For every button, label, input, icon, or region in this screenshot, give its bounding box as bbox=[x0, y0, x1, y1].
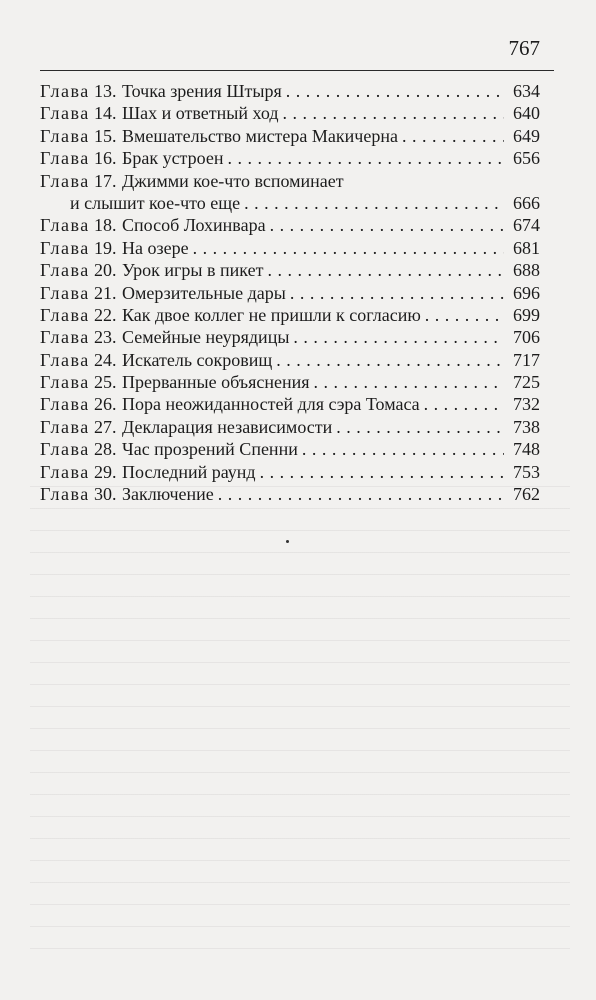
dot-leader bbox=[260, 461, 504, 483]
chapter-title: Последний раунд bbox=[122, 461, 256, 482]
dot-leader bbox=[228, 147, 505, 169]
chapter-word: Глава bbox=[40, 125, 90, 146]
chapter-number: 25. bbox=[94, 372, 117, 393]
chapter-word: Глава bbox=[40, 237, 90, 258]
chapter-title: Шах и ответный ход bbox=[122, 103, 279, 124]
chapter-number: 29. bbox=[94, 461, 117, 482]
dot-leader bbox=[218, 483, 504, 505]
chapter-number: 24. bbox=[94, 349, 117, 370]
chapter-page: 762 bbox=[513, 484, 540, 505]
chapter-word: Глава bbox=[40, 81, 90, 101]
toc-entry[interactable] bbox=[40, 326, 540, 348]
chapter-page: 699 bbox=[513, 304, 540, 325]
dot-leader bbox=[402, 125, 504, 147]
chapter-page: 748 bbox=[513, 439, 540, 460]
show-through-bleed bbox=[30, 470, 570, 950]
stray-dot bbox=[286, 540, 289, 543]
chapter-title: Способ Лохинвара bbox=[122, 215, 266, 236]
chapter-word: Глава bbox=[40, 349, 90, 370]
dot-leader bbox=[336, 416, 504, 438]
chapter-word: Глава bbox=[40, 260, 90, 281]
chapter-title: Прерванные объяснения bbox=[122, 372, 310, 393]
chapter-number: 16. bbox=[94, 148, 117, 169]
chapter-number: 28. bbox=[94, 439, 117, 460]
chapter-title: Брак устроен bbox=[122, 148, 224, 169]
chapter-word: Глава bbox=[40, 484, 90, 505]
chapter-number: 14. bbox=[94, 103, 117, 124]
chapter-word: Глава bbox=[40, 372, 90, 393]
chapter-page: 666 bbox=[513, 192, 540, 213]
chapter-title: Вмешательство мистера Макичерна bbox=[122, 125, 398, 146]
chapter-number: 23. bbox=[94, 327, 117, 348]
chapter-word: Глава bbox=[40, 170, 90, 191]
chapter-page: 688 bbox=[513, 260, 540, 281]
chapter-page: 696 bbox=[513, 282, 540, 303]
dot-leader bbox=[290, 282, 504, 304]
toc-entry[interactable] bbox=[40, 214, 540, 236]
toc-entry[interactable] bbox=[40, 349, 540, 371]
chapter-word: Глава bbox=[40, 394, 90, 415]
chapter-word: Глава bbox=[40, 304, 90, 325]
dot-leader bbox=[293, 326, 504, 348]
chapter-number: 19. bbox=[94, 237, 117, 258]
dot-leader bbox=[286, 80, 504, 102]
toc-entry[interactable] bbox=[40, 483, 540, 505]
chapter-title-continuation: и слышит кое-что еще bbox=[70, 192, 241, 213]
toc-entry[interactable] bbox=[40, 259, 540, 281]
chapter-title: Урок игры в пикет bbox=[122, 260, 264, 281]
toc-entry[interactable] bbox=[40, 102, 540, 124]
chapter-number: 18. bbox=[94, 215, 117, 236]
toc-entry[interactable] bbox=[40, 282, 540, 304]
chapter-page: 753 bbox=[513, 461, 540, 482]
dot-leader bbox=[244, 192, 504, 214]
chapter-title: Точка зрения Штыря bbox=[122, 81, 282, 101]
toc-entry[interactable] bbox=[40, 393, 540, 415]
toc-entry[interactable] bbox=[40, 371, 540, 393]
dot-leader bbox=[276, 349, 504, 371]
toc-entry[interactable] bbox=[40, 237, 540, 259]
chapter-word: Глава bbox=[40, 103, 90, 124]
chapter-number: 20. bbox=[94, 260, 117, 281]
dot-leader bbox=[425, 304, 504, 326]
header-rule bbox=[40, 70, 554, 71]
dot-leader bbox=[302, 438, 504, 460]
chapter-page: 717 bbox=[513, 349, 540, 370]
chapter-page: 681 bbox=[513, 237, 540, 258]
chapter-page: 656 bbox=[513, 148, 540, 169]
chapter-word: Глава bbox=[40, 282, 90, 303]
chapter-word: Глава bbox=[40, 439, 90, 460]
toc-entry[interactable] bbox=[40, 125, 540, 147]
chapter-page: 706 bbox=[513, 327, 540, 348]
chapter-number: 21. bbox=[94, 282, 117, 303]
chapter-number: 13. bbox=[94, 81, 117, 101]
dot-leader bbox=[267, 259, 504, 281]
chapter-number: 30. bbox=[94, 484, 117, 505]
dot-leader bbox=[424, 393, 504, 415]
chapter-title: Декларация независимости bbox=[122, 416, 333, 437]
chapter-page: 634 bbox=[513, 81, 540, 101]
chapter-title: Семейные неурядицы bbox=[122, 327, 290, 348]
toc-entry[interactable] bbox=[40, 80, 540, 102]
toc-entry[interactable] bbox=[40, 438, 540, 460]
dot-leader bbox=[282, 102, 504, 124]
chapter-number: 15. bbox=[94, 125, 117, 146]
chapter-word: Глава bbox=[40, 461, 90, 482]
chapter-number: 22. bbox=[94, 304, 117, 325]
chapter-page: 674 bbox=[513, 215, 540, 236]
toc-entry[interactable] bbox=[40, 170, 540, 215]
chapter-page: 732 bbox=[513, 394, 540, 415]
dot-leader bbox=[193, 237, 504, 259]
page-number: 767 bbox=[508, 36, 540, 60]
chapter-title: Как двое коллег не пришли к согласию bbox=[122, 304, 421, 325]
toc-entry[interactable] bbox=[40, 147, 540, 169]
chapter-title: На озере bbox=[122, 237, 189, 258]
chapter-word: Глава bbox=[40, 327, 90, 348]
chapter-word: Глава bbox=[40, 215, 90, 236]
chapter-word: Глава bbox=[40, 416, 90, 437]
chapter-word: Глава bbox=[40, 148, 90, 169]
chapter-page: 725 bbox=[513, 372, 540, 393]
toc-entry[interactable] bbox=[40, 461, 540, 483]
chapter-page: 649 bbox=[513, 125, 540, 146]
chapter-title: Омерзительные дары bbox=[122, 282, 286, 303]
chapter-title: Джимми кое-что вспоминает bbox=[122, 170, 344, 191]
toc-entry[interactable] bbox=[40, 304, 540, 326]
chapter-number: 17. bbox=[94, 170, 117, 191]
chapter-title: Пора неожиданностей для сэра Томаса bbox=[122, 394, 420, 415]
chapter-page: 738 bbox=[513, 416, 540, 437]
chapter-title: Час прозрений Спенни bbox=[122, 439, 298, 460]
dot-leader bbox=[270, 214, 504, 236]
table-of-contents bbox=[40, 80, 540, 505]
dot-leader bbox=[314, 371, 504, 393]
chapter-page: 640 bbox=[513, 103, 540, 124]
chapter-title: Заключение bbox=[122, 484, 214, 505]
chapter-number: 27. bbox=[94, 416, 117, 437]
chapter-title: Искатель сокровищ bbox=[122, 349, 273, 370]
toc-entry[interactable] bbox=[40, 416, 540, 438]
chapter-number: 26. bbox=[94, 394, 117, 415]
